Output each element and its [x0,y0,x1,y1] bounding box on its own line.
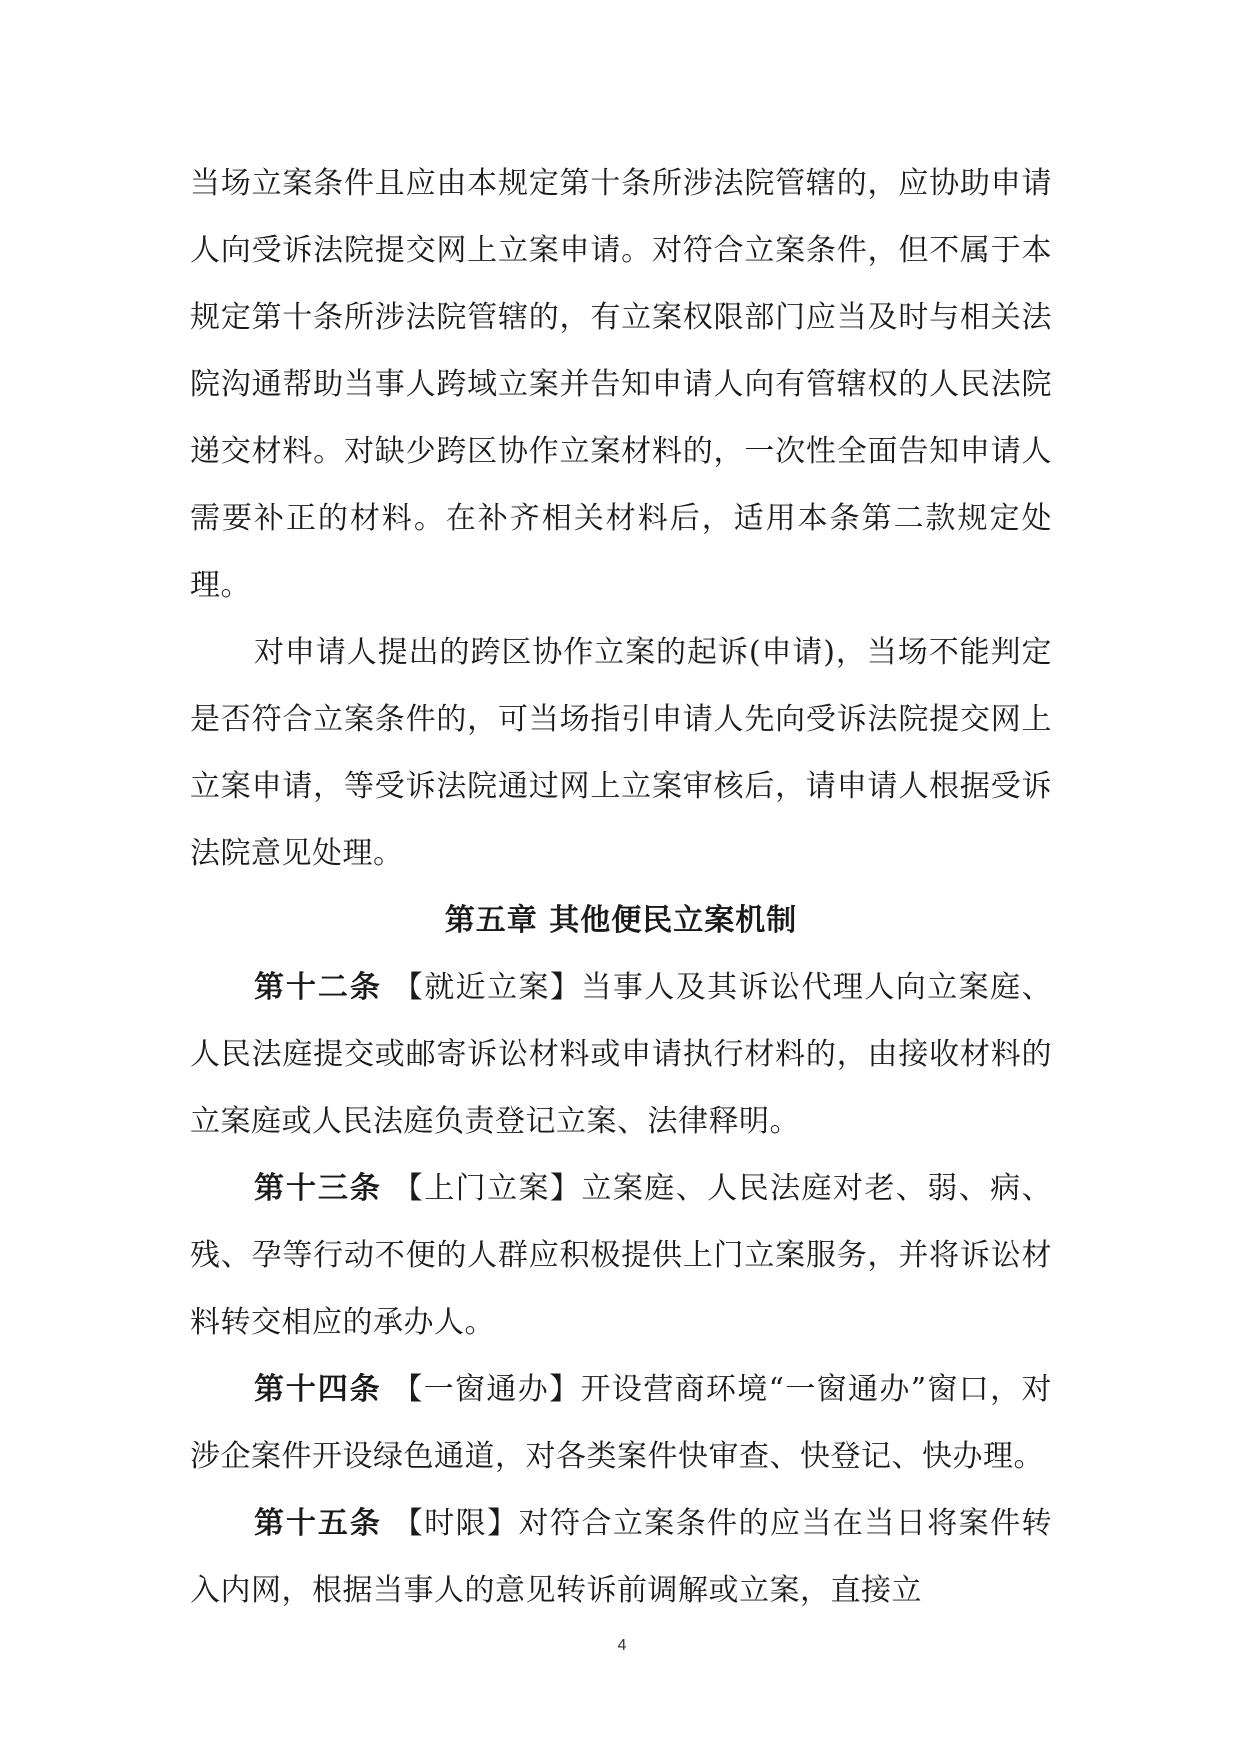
article-heading: 【就近立案】 [392,970,582,1005]
article-number: 第十二条 [254,970,382,1005]
page-body [190,150,1052,1624]
article-text: 对符合立案条件的应当在当日将案件转入内网，根据当事人的意见转诉前调解或立案，直接立 [190,1506,1053,1608]
article-text: 开设营商环境“一窗通办”窗口，对涉企案件开设绿色通道，对各类案件快审查、快登记、快办理。 [190,1372,1053,1474]
article-14 [190,1356,1052,1490]
article-13 [190,1155,1052,1356]
page-number: 4 [617,1637,627,1654]
article-number: 第十四条 [254,1372,382,1407]
article-number: 第十三条 [254,1171,382,1206]
article-heading: 【上门立案】 [392,1171,582,1206]
article-12 [190,954,1052,1155]
chapter-title: 第五章 其他便民立案机制 [444,903,798,938]
article-text: 当事人及其诉讼代理人向立案庭、人民法庭提交或邮寄诉讼材料或申请执行材料的，由接收材料的立案庭或人民法庭负责登记立案、法律释明。 [190,970,1053,1139]
article-15 [190,1490,1052,1624]
article-text: 立案庭、人民法庭对老、弱、病、残、孕等行动不便的人群应积极提供上门立案服务，并将诉讼材料转交相应的承办人。 [190,1171,1053,1340]
article-heading: 【时限】 [392,1506,519,1541]
cross-region-paragraph: 对申请人提出的跨区协作立案的起诉(申请)，当场不能判定是否符合立案条件的，可当场指引申请人先向受诉法院提交网上立案申请，等受诉法院通过网上立案审核后，请申请人根据受诉法院意见处理。 [190,635,1052,871]
article-heading: 【一窗通办】 [392,1372,581,1407]
article-number: 第十五条 [254,1506,382,1541]
continued-paragraph: 当场立案条件且应由本规定第十条所涉法院管辖的，应协助申请人向受诉法院提交网上立案申请。对符合立案条件，但不属于本规定第十条所涉法院管辖的，有立案权限部门应当及时与相关法院沟通帮助当事人跨域立案并告知申请人向有管辖权的人民法院递交材料。对缺少跨区协作立案材料的，一次性全面告知申请人需要补正的材料。在补齐相关材料后，适用本条第二款规定处理。 [190,166,1052,603]
